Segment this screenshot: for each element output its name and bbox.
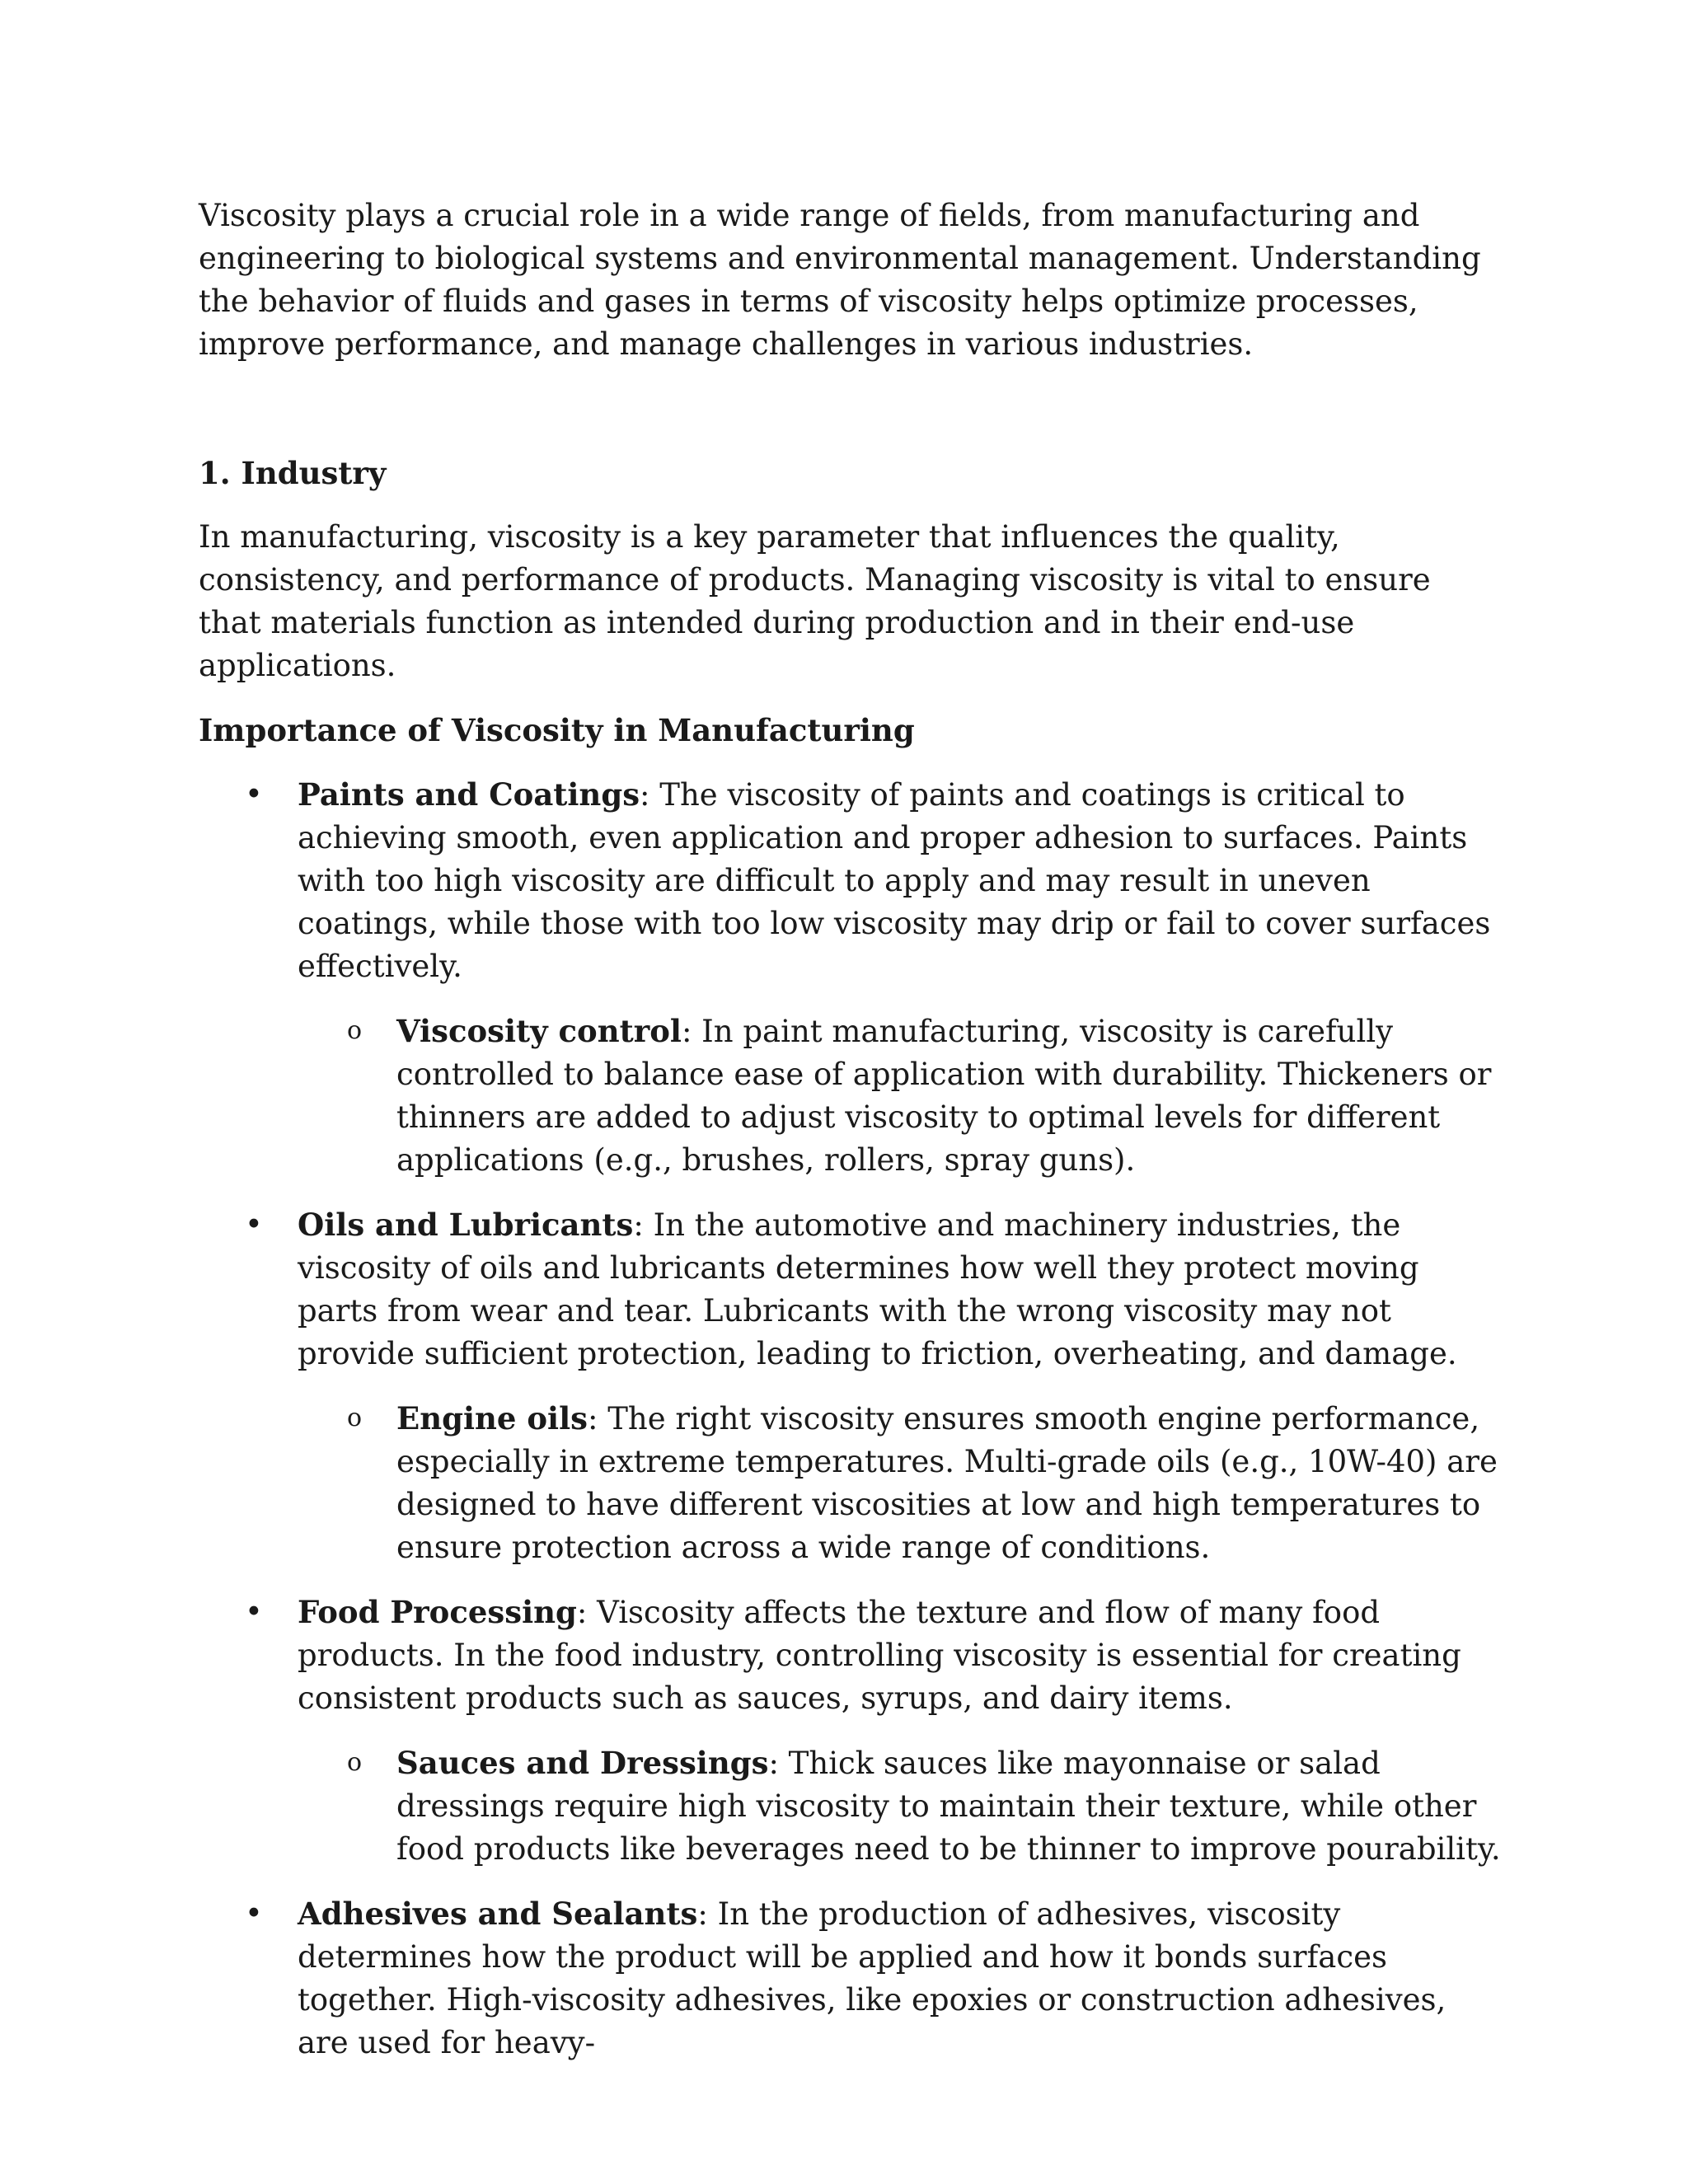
document-page — [199, 194, 1501, 2086]
list-item — [199, 773, 1501, 1182]
sub-list — [298, 1010, 1501, 1182]
bullet-icon: • — [245, 1594, 263, 1629]
sub-item-text: : In paint manufacturing, viscosity is carefully controlled to balance ease of application with durability. Thickeners or thinners are added to adjust viscosity to optimal levels for different applications (e.g., brushes, rollers, spray guns). — [396, 1014, 1492, 1178]
sub-item-term: Engine oils — [396, 1400, 588, 1436]
circle-bullet-icon: o — [347, 1404, 363, 1432]
bullet-icon: • — [245, 776, 263, 812]
intro-paragraph: Viscosity plays a crucial role in a wide range of fields, from manufacturing and engineering to biological systems and environmental management. Understanding the behavior of fluids and gases in terms of viscosity helps optimize processes, improve performance, and manage challenges in various industries. — [199, 198, 1481, 362]
list-item — [199, 1591, 1501, 1871]
item-text: : In the automotive and machinery industries, the viscosity of oils and lubricants determines how well they protect moving parts from wear and tear. Lubricants with the wrong viscosity may not provide sufficient protection, leading to friction, overheating, and damage. — [298, 1207, 1457, 1371]
item-term: Oils and Lubricants — [298, 1207, 634, 1243]
item-term: Food Processing — [298, 1594, 577, 1630]
bullet-icon: • — [245, 1896, 263, 1931]
subheading: Importance of Viscosity in Manufacturing — [199, 712, 915, 748]
bullet-icon: • — [245, 1207, 263, 1242]
item-term: Paints and Coatings — [298, 776, 640, 813]
sub-list-item — [298, 1741, 1501, 1871]
sub-list — [298, 1741, 1501, 1871]
sub-list-item — [298, 1010, 1501, 1182]
bullet-list — [199, 773, 1501, 2064]
list-item — [199, 1203, 1501, 1569]
item-term: Adhesives and Sealants — [298, 1896, 698, 1932]
sub-list — [298, 1397, 1501, 1569]
section-heading: 1. Industry — [199, 455, 387, 491]
item-text: : Viscosity affects the texture and flow of many food products. In the food industry, controlling viscosity is essential for creating consistent products such as sauces, syrups, and dairy items. — [298, 1595, 1461, 1716]
sub-item-text: : The right viscosity ensures smooth engine performance, especially in extreme temperatures. Multi-grade oils (e.g., 10W-40) are designed to have different viscosities at low and high temperatures to ensure protection across a wide range of conditions. — [396, 1401, 1498, 1565]
item-text: : The viscosity of paints and coatings is critical to achieving smooth, even application and proper adhesion to surfaces. Paints with too high viscosity are difficult to apply and may result in uneven coatings, while those with too low viscosity may drip or fail to cover surfaces effectively. — [298, 777, 1491, 984]
sub-item-text: : Thick sauces like mayonnaise or salad dressings require high viscosity to maintain their texture, while other food products like beverages need to be thinner to improve pourability. — [396, 1746, 1501, 1867]
item-text: : In the production of adhesives, viscosity determines how the product will be applied and how it bonds surfaces together. High-viscosity adhesives, like epoxies or construction adhesives, are used for heavy- — [298, 1896, 1447, 2060]
sub-list-item — [298, 1397, 1501, 1569]
sub-item-term: Sauces and Dressings — [396, 1745, 769, 1781]
sub-item-term: Viscosity control — [396, 1013, 682, 1049]
circle-bullet-icon: o — [347, 1748, 363, 1777]
section-paragraph: In manufacturing, viscosity is a key parameter that influences the quality, consistency, and performance of products. Managing viscosity is vital to ensure that materials function as intended during production and in their end-use applications. — [199, 519, 1431, 683]
list-item — [199, 1892, 1501, 2064]
circle-bullet-icon: o — [347, 1016, 363, 1045]
